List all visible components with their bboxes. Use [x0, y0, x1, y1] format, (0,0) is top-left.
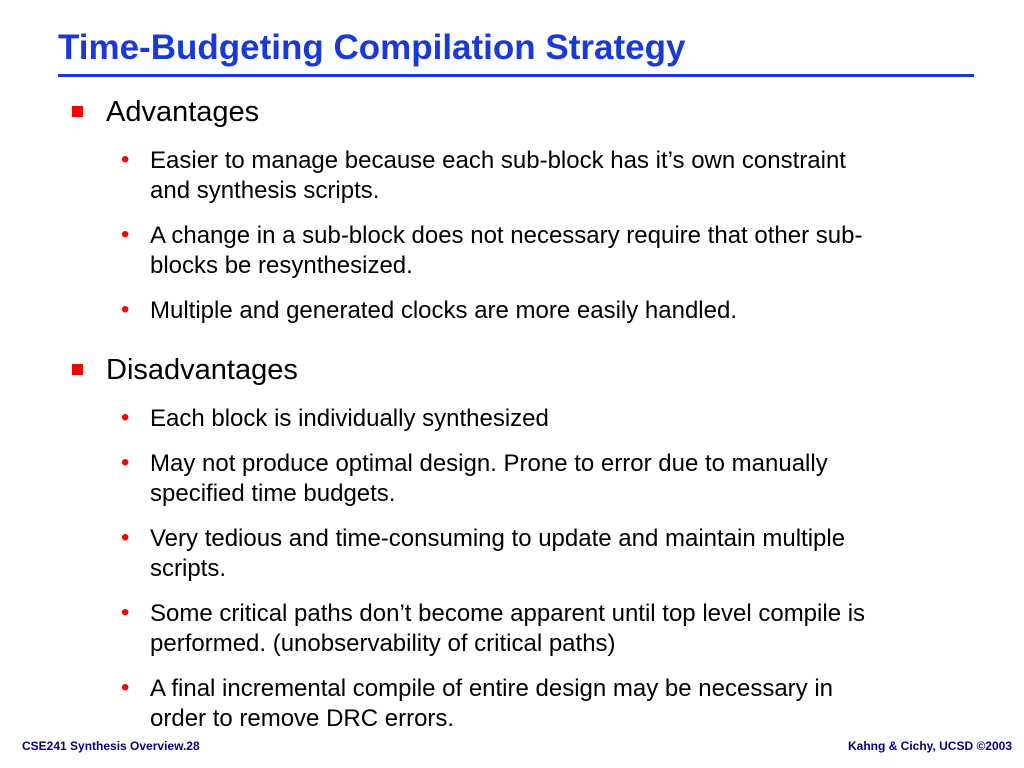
red-dot-bullet-icon: • [121, 524, 130, 551]
disadvantages-list [68, 404, 968, 734]
list-item-text: Each block is individually synthesized [150, 405, 549, 432]
section-disadvantages [68, 354, 968, 734]
list-item-text: Easier to manage because each sub-block has it’s own constraint and synthesis scripts. [150, 147, 846, 204]
red-square-bullet-icon [72, 106, 83, 117]
advantages-list [68, 146, 968, 326]
list-item-text: A change in a sub-block does not necessary require that other sub-blocks be resynthesized. [150, 222, 863, 279]
list-item [68, 674, 870, 734]
red-dot-bullet-icon: • [121, 674, 130, 701]
list-item-text: Multiple and generated clocks are more easily handled. [150, 297, 738, 324]
red-dot-bullet-icon: • [121, 296, 130, 323]
list-item [68, 599, 870, 659]
list-item-text: A final incremental compile of entire design may be necessary in order to remove DRC errors. [150, 675, 834, 732]
list-item [68, 404, 870, 434]
title-underline [58, 74, 974, 77]
footer-course-label: CSE241 Synthesis Overview.28 [22, 739, 200, 753]
red-square-bullet-icon [72, 364, 83, 375]
list-item [68, 296, 870, 326]
slide-title: Time-Budgeting Compilation Strategy [58, 28, 686, 67]
list-item [68, 221, 870, 281]
red-dot-bullet-icon: • [121, 221, 130, 248]
list-item [68, 524, 870, 584]
list-item-text: Very tedious and time-consuming to update and maintain multiple scripts. [150, 525, 846, 582]
red-dot-bullet-icon: • [121, 146, 130, 173]
list-item-text: Some critical paths don’t become apparent until top level compile is performed. (unobservability of critical paths) [150, 600, 866, 657]
red-dot-bullet-icon: • [121, 449, 130, 476]
list-item-text: May not produce optimal design. Prone to error due to manually specified time budgets. [150, 450, 828, 507]
section-heading [68, 354, 968, 390]
section-label-advantages: Advantages [106, 96, 260, 128]
section-heading [68, 96, 968, 132]
red-dot-bullet-icon: • [121, 599, 130, 626]
section-advantages [68, 96, 968, 326]
list-item [68, 146, 870, 206]
list-item [68, 449, 870, 509]
footer-copyright: Kahng & Cichy, UCSD ©2003 [848, 739, 1012, 753]
red-dot-bullet-icon: • [121, 404, 130, 431]
section-label-disadvantages: Disadvantages [106, 354, 298, 386]
